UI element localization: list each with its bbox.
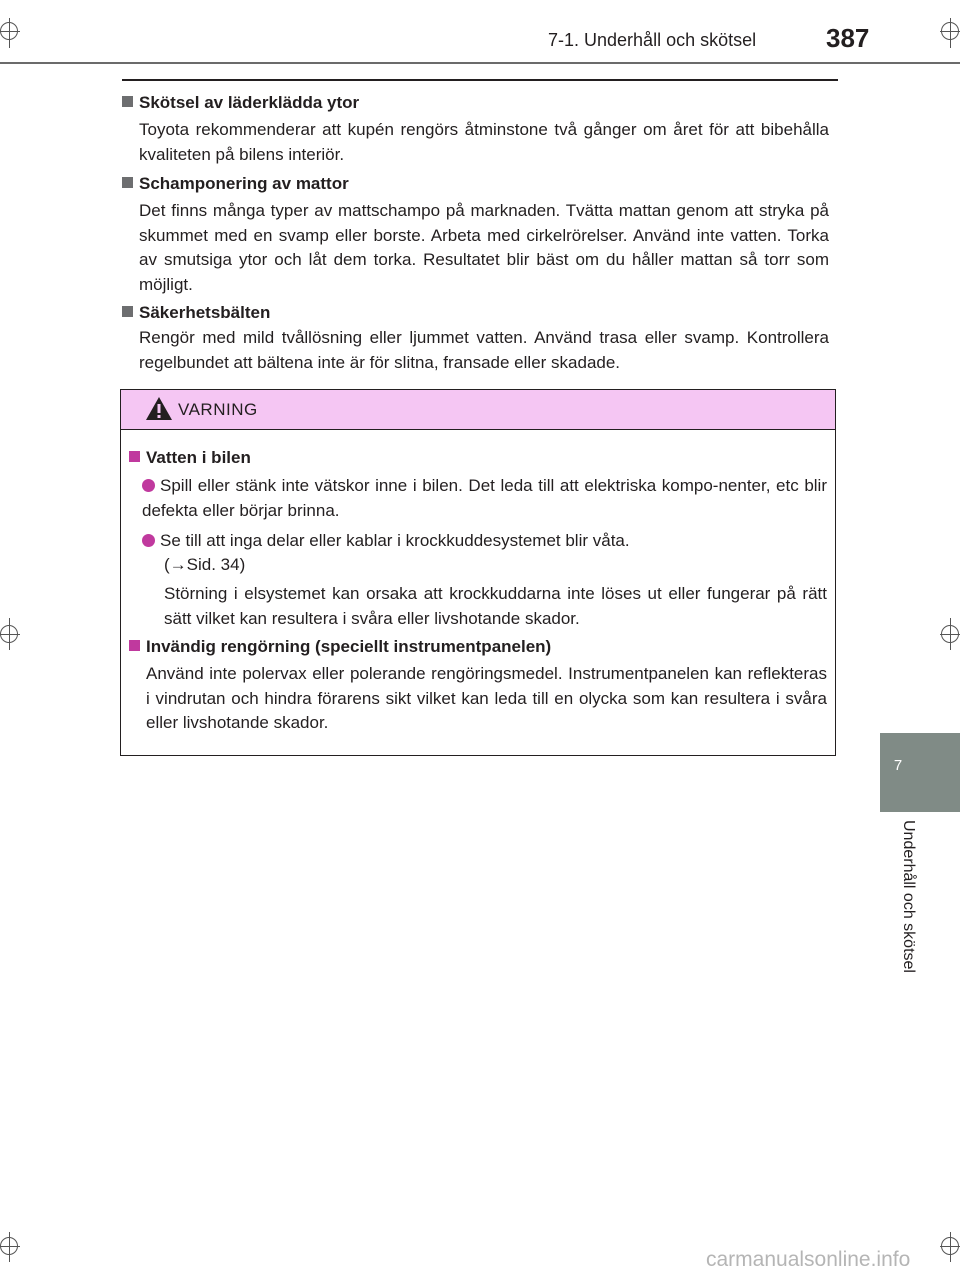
section-heading-leather: Skötsel av läderklädda ytor xyxy=(122,92,359,114)
warning-heading-water: Vatten i bilen xyxy=(129,447,251,469)
warning-triangle-icon xyxy=(145,396,173,421)
warning-bullet-airbag: Se till att inga delar eller kablar i krockkuddesystemet blir våta. xyxy=(142,529,827,554)
round-bullet-icon xyxy=(142,534,155,547)
warning-heading-interior: Invändig rengörning (speciellt instrumentpanelen) xyxy=(129,636,551,658)
chapter-number: 7 xyxy=(893,757,903,774)
warning-bullet-airbag-note: Störning i elsystemet kan orsaka att krockkuddarna inte löses ut eller fungerar på rätt sätt vilket kan resultera i svåra eller livshotande skador. xyxy=(164,584,827,628)
section-heading-carpet: Schamponering av mattor xyxy=(122,173,349,195)
header-rule xyxy=(122,79,838,81)
warning-title: VARNING xyxy=(178,400,258,419)
warning-box xyxy=(120,389,836,756)
round-bullet-icon xyxy=(142,479,155,492)
section-title: 7-1. Underhåll och skötsel xyxy=(548,30,757,50)
section-heading-seatbelts: Säkerhetsbälten xyxy=(122,302,270,324)
square-bullet-icon xyxy=(129,451,140,462)
square-bullet-icon xyxy=(129,640,140,651)
section-body-leather: Toyota rekommenderar att kupén rengörs åtminstone två gånger om året för att bibehålla kvaliteten på bilens interiör. xyxy=(139,120,829,164)
square-bullet-icon xyxy=(122,306,133,317)
page-number: 387 xyxy=(826,23,870,53)
section-body-carpet: Det finns många typer av mattschampo på marknaden. Tvätta mattan genom att stryka på skummet med en svamp eller borste. Arbeta med cirkelrörelser. Använd inte vatten. Torka av smutsiga ytor och låt dem torka. Resultatet blir bäst om du håller mattan så torr som möjligt. xyxy=(139,201,829,294)
chapter-tab xyxy=(880,733,960,812)
header-rule-top xyxy=(0,62,960,64)
watermark: carmanualsonline.info xyxy=(706,1248,911,1271)
warning-bullet-spill: Spill eller stänk inte vätskor inne i bilen. Det leda till att elektriska kompo-nenter, etc blir defekta eller börjar brinna. xyxy=(142,476,827,520)
chapter-label: Underhåll och skötsel xyxy=(900,820,917,973)
warning-page-reference: (→Sid. 34) xyxy=(164,555,246,574)
section-body-seatbelts: Rengör med mild tvållösning eller ljummet vatten. Använd trasa eller svamp. Kontrollera regelbundet att bältena inte är för slitna, fransade eller skadade. xyxy=(139,328,829,372)
warning-header xyxy=(121,390,835,430)
square-bullet-icon xyxy=(122,96,133,107)
warning-body-interior: Använd inte polervax eller polerande rengöringsmedel. Instrumentpanelen kan reflekteras i vindrutan och hindra förarens sikt vilket kan leda till en olycka som kan resultera i svåra eller livshotande skador. xyxy=(146,664,827,732)
square-bullet-icon xyxy=(122,177,133,188)
